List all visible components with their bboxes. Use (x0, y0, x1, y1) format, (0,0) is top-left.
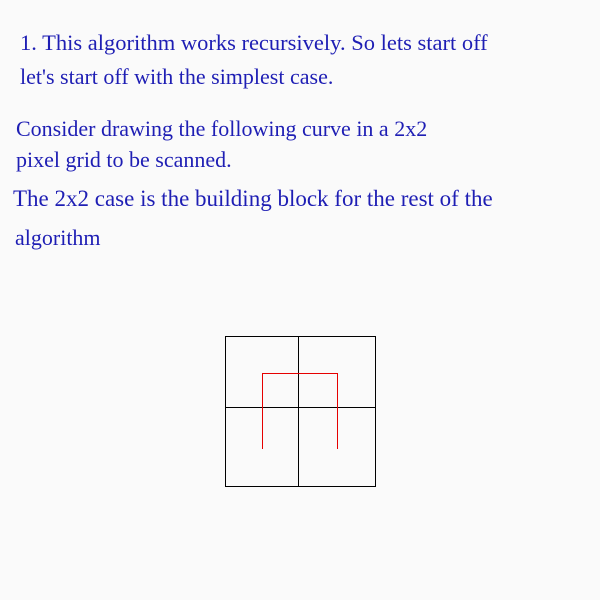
text-line-4: pixel grid to be scanned. (16, 147, 232, 172)
text-line-2: let's start off with the simplest case. (20, 64, 334, 89)
text-line-6: algorithm (15, 225, 101, 250)
curve-path (263, 374, 338, 450)
text-line-1: 1. This algorithm works recursively. So lets start off (20, 30, 488, 55)
text-line-5: The 2x2 case is the building block for the rest of the (13, 186, 493, 211)
grid-outer-border (226, 337, 376, 487)
text-line-3: Consider drawing the following curve in a 2x2 (16, 116, 428, 141)
